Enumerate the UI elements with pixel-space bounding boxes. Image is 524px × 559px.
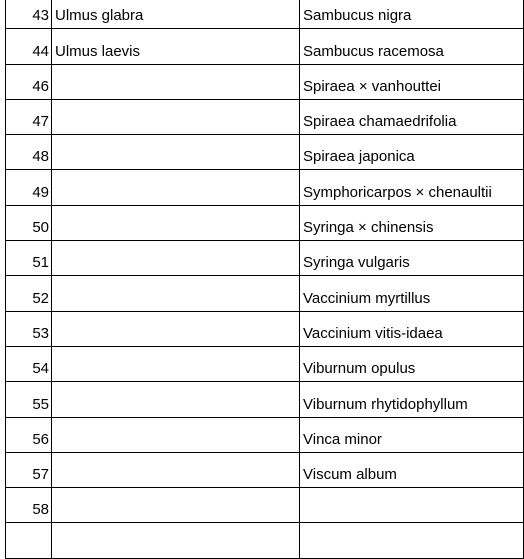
table-row [0, 99, 524, 134]
table-row [0, 64, 524, 99]
shrub-species-cell: Symphoricarpos × chenaultii [300, 170, 524, 205]
row-number-cell: 50 [6, 205, 52, 240]
table-row [0, 135, 524, 170]
table-row [0, 452, 524, 487]
table-row [0, 523, 524, 558]
tree-species-cell [52, 205, 300, 240]
table-row [0, 488, 524, 523]
tree-species-cell: Ulmus laevis [52, 29, 300, 64]
row-number-cell: 44 [6, 29, 52, 64]
table-row [0, 417, 524, 452]
tree-species-cell [52, 488, 300, 523]
tree-species-cell [52, 452, 300, 487]
tree-species-cell [52, 64, 300, 99]
row-number-cell [6, 523, 52, 558]
shrub-species-cell: Vinca minor [300, 417, 524, 452]
tree-species-cell: Ulmus glabra [52, 0, 300, 29]
shrub-species-cell: Sambucus nigra [300, 0, 524, 29]
row-number-cell: 58 [6, 488, 52, 523]
shrub-species-cell: Syringa vulgaris [300, 241, 524, 276]
table-row [0, 276, 524, 311]
table-row [0, 382, 524, 417]
shrub-species-cell: Viscum album [300, 452, 524, 487]
tree-species-cell [52, 241, 300, 276]
shrub-species-cell: Viburnum rhytidophyllum [300, 382, 524, 417]
table-row [0, 241, 524, 276]
table-row [0, 311, 524, 346]
row-number-cell: 48 [6, 135, 52, 170]
tree-species-cell [52, 523, 300, 558]
shrub-species-cell: Spiraea japonica [300, 135, 524, 170]
shrub-species-cell: Viburnum opulus [300, 346, 524, 381]
table-row [0, 205, 524, 240]
shrub-species-cell: Sambucus racemosa [300, 29, 524, 64]
tree-species-cell [52, 346, 300, 381]
shrub-species-cell: Syringa × chinensis [300, 205, 524, 240]
tree-species-cell [52, 382, 300, 417]
tree-species-cell [52, 135, 300, 170]
tree-species-cell [52, 99, 300, 134]
tree-species-cell [52, 311, 300, 346]
row-number-cell: 55 [6, 382, 52, 417]
row-number-cell: 51 [6, 241, 52, 276]
row-number-cell: 54 [6, 346, 52, 381]
table-row [0, 346, 524, 381]
row-number-cell: 52 [6, 276, 52, 311]
tree-species-cell [52, 417, 300, 452]
shrub-species-cell [300, 523, 524, 558]
row-number-cell: 56 [6, 417, 52, 452]
row-number-cell: 57 [6, 452, 52, 487]
shrub-species-cell: Vaccinium vitis-idaea [300, 311, 524, 346]
row-number-cell: 43 [6, 0, 52, 29]
shrub-species-cell: Spiraea × vanhouttei [300, 64, 524, 99]
row-number-cell: 46 [6, 64, 52, 99]
shrub-species-cell: Spiraea chamaedrifolia [300, 99, 524, 134]
shrub-species-cell [300, 488, 524, 523]
row-number-cell: 53 [6, 311, 52, 346]
tree-species-cell [52, 170, 300, 205]
tree-species-cell [52, 276, 300, 311]
row-number-cell: 49 [6, 170, 52, 205]
shrub-species-cell: Vaccinium myrtillus [300, 276, 524, 311]
table-row [0, 29, 524, 64]
row-number-cell: 47 [6, 99, 52, 134]
table-row [0, 170, 524, 205]
table-row [0, 0, 524, 29]
